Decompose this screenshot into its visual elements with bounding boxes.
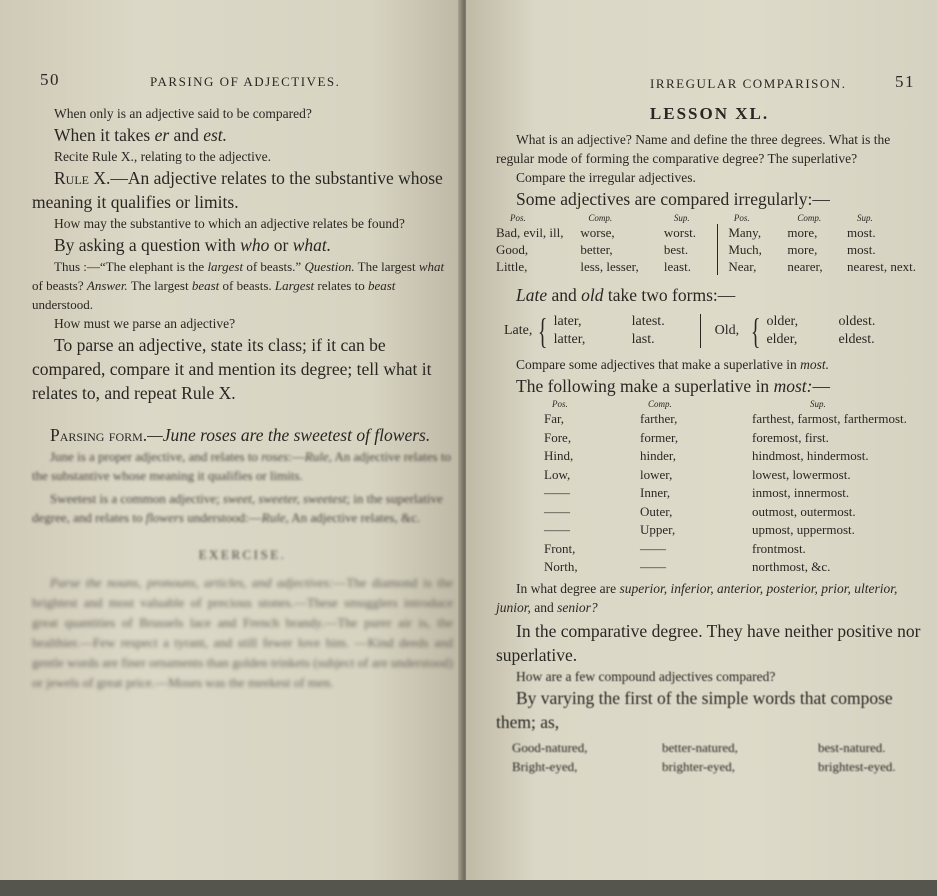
most-cell: Upper,	[640, 522, 676, 537]
irregular-cell: better,	[580, 242, 613, 257]
compound-cell: brightest-eyed.	[818, 758, 896, 774]
left-page	[0, 0, 463, 880]
most-row	[544, 558, 907, 577]
most-cell: ——	[640, 559, 666, 574]
late-superlatives: latest. last.	[631, 314, 665, 347]
most-cell: Front,	[544, 540, 576, 556]
lesson-title: LESSON XL.	[649, 104, 770, 123]
most-row	[544, 521, 907, 540]
most-cell: Low,	[544, 466, 571, 482]
most-cell: ——	[544, 485, 570, 500]
most-cell: northmost, &c.	[752, 559, 831, 574]
most-cell: hindmost, hindermost.	[752, 448, 869, 463]
answer-4: To parse an adjective, state its class; if it can be compared, compare it and mention its degree; tell what it relates to, and repeat Rule X.	[32, 335, 432, 403]
irregular-row	[496, 241, 916, 258]
superlative-most-table	[544, 398, 907, 577]
right-running-head	[496, 72, 923, 98]
right-running-title: IRREGULAR COMPARISON.	[650, 76, 847, 91]
old-comparatives: older, elder,	[766, 314, 799, 347]
answer-5-right: By varying the first of the simple words that compose them; as,	[496, 687, 893, 732]
parsing-label: Parsing form.	[50, 425, 148, 445]
irregular-header: Sup.	[673, 213, 690, 223]
sweetest-explanation: Sweetest is a common adjective; sweet, sweeter, sweetest; in the superlative degree, and relates to flowers understood:—Rule, An adjective relates, &c.	[32, 491, 443, 525]
brace-icon: {	[538, 311, 548, 351]
irregular-cell: most.	[847, 225, 876, 240]
left-running-head	[32, 70, 453, 96]
compound-cell: Good-natured,	[512, 739, 588, 755]
most-cell: lower,	[640, 466, 673, 482]
irregular-cell: Much,	[718, 241, 788, 258]
left-page-number: 50	[40, 70, 60, 89]
most-cell: inmost, innermost.	[752, 485, 850, 500]
parsing-form: Parsing form.—June roses are the sweetest of flowers.	[50, 425, 431, 445]
answer-4-right: In the comparative degree. They have neither positive nor superlative.	[496, 620, 921, 665]
old-label: Old,	[714, 323, 740, 338]
most-cell: outmost, outermost.	[752, 503, 856, 519]
most-cell: Far,	[544, 411, 565, 426]
late-old-intro: Late and old take two forms:—	[516, 285, 736, 305]
irregular-row	[496, 224, 916, 241]
irregular-cell: more,	[787, 242, 818, 257]
most-cell: Outer,	[640, 503, 673, 519]
most-row	[544, 410, 907, 429]
june-explanation: June is a proper adjective, and relates to roses:—Rule, An adjective relates to the substantive whose meaning it qualifies or limits.	[32, 449, 451, 483]
compound-row	[512, 757, 896, 776]
compound-cell: best-natured.	[818, 739, 886, 755]
irregular-header: Comp.	[797, 213, 822, 223]
right-page	[466, 0, 937, 880]
most-row	[544, 466, 907, 485]
irregular-cell: nearest, next.	[847, 259, 916, 274]
question-1: When only is an adjective said to be compared?	[54, 106, 312, 121]
blurred-region-parsing	[32, 447, 453, 527]
irregular-cell: Little,	[496, 259, 528, 274]
most-header: Pos.	[552, 399, 568, 409]
question-2: Recite Rule X., relating to the adjective.	[54, 149, 272, 164]
exercise-text: Parse the nouns, pronouns, articles, and adjectives:—The diamond is the brightest and most valuable of precious stones.—These smugglers introduce great quantities of Brussels lace and French brandy.—The purer air is, the healthier.—Few respect a tyrant, and still fewer love him. —Kind deeds and gentle words are finer ornaments than golden trinkets (subject of are understood) or jewels of great price.—Moses was the meekest of men.	[32, 575, 453, 690]
late-comparatives: later, latter,	[553, 314, 586, 347]
irregular-header: Comp.	[588, 213, 613, 223]
irregular-cell: most.	[847, 242, 876, 257]
most-cell: foremost, first.	[752, 429, 829, 445]
irregular-cell: Bad, evil, ill,	[496, 225, 564, 240]
question-3-right: Compare some adjectives that make a superlative in most.	[516, 357, 830, 372]
rule-label: Rule X.	[54, 168, 111, 188]
most-cell: ——	[544, 503, 570, 519]
question-2-right: Compare the irregular adjectives.	[516, 170, 696, 185]
most-cell: farther,	[640, 411, 678, 426]
most-row	[544, 484, 907, 503]
irregular-cell: worst.	[663, 225, 697, 240]
answer-3: By asking a question with who or what.	[54, 235, 332, 255]
answer-2-right: Some adjectives are compared irregularly:—	[516, 189, 830, 209]
irregular-cell: worse,	[580, 225, 615, 240]
compound-row	[512, 738, 896, 757]
question-4-right: In what degree are superior, inferior, anterior, posterior, prior, ulterior, junior, and senior?	[496, 580, 898, 615]
most-row	[544, 540, 907, 559]
left-running-title: PARSING OF ADJECTIVES.	[150, 74, 341, 89]
irregular-header: Pos.	[510, 213, 526, 223]
irregular-row	[496, 258, 916, 275]
irregular-cell: best.	[663, 242, 689, 257]
irregular-cell: more,	[787, 225, 818, 240]
rule-x: Rule X.—An adjective relates to the substantive whose meaning it qualifies or limits.	[32, 168, 443, 212]
irregular-cell: Good,	[496, 242, 529, 257]
compound-cell: better-natured,	[662, 739, 738, 755]
compound-cell: brighter-eyed,	[662, 758, 736, 774]
answer-1: When it takes er and est.	[54, 125, 228, 145]
most-row	[544, 429, 907, 448]
most-cell: Inner,	[640, 485, 671, 500]
irregular-comparison-table	[496, 213, 916, 275]
question-1-right: What is an adjective? Name and define the three degrees. What is the regular mode of forming the comparative degree? The superlative?	[496, 132, 891, 166]
most-header: Comp.	[648, 399, 672, 409]
most-cell: Fore,	[544, 429, 572, 445]
compound-cell: Bright-eyed,	[512, 758, 578, 774]
most-row	[544, 503, 907, 522]
most-cell: farthest, farmost, farthermost.	[752, 411, 907, 426]
most-cell: North,	[544, 559, 578, 574]
most-cell: upmost, uppermost.	[752, 522, 855, 537]
irregular-header: Pos.	[733, 213, 750, 223]
brace-icon: {	[751, 311, 761, 351]
irregular-cell: Many,	[718, 224, 788, 241]
compound-adjectives-table	[512, 738, 896, 776]
question-5-right: How are a few compound adjectives compared?	[516, 668, 776, 684]
most-cell: Hind,	[544, 448, 574, 463]
irregular-cell: least.	[663, 259, 691, 274]
most-cell: frontmost.	[752, 540, 806, 556]
divider-line	[700, 314, 701, 348]
most-cell: hinder,	[640, 448, 676, 463]
irregular-cell: nearer,	[787, 259, 823, 274]
thus-example: Thus :—“The elephant is the largest of beasts.” Question. The largest what of beasts? Answer. The largest beast of beasts. Largest relates to beast understood.	[32, 259, 445, 312]
answer-3-right: The following make a superlative in most:—	[516, 376, 830, 396]
most-cell: ——	[544, 522, 570, 537]
late-old-forms	[504, 313, 923, 349]
most-cell: lowest, lowermost.	[752, 466, 851, 482]
most-header: Sup.	[810, 399, 826, 409]
late-label: Late,	[504, 323, 533, 338]
most-row	[544, 447, 907, 466]
question-4: How must we parse an adjective?	[54, 316, 236, 331]
exercise-heading: EXERCISE.	[198, 547, 287, 562]
irregular-cell: Near,	[718, 258, 788, 275]
question-3: How may the substantive to which an adjective relates be found?	[54, 216, 405, 231]
irregular-header: Sup.	[857, 213, 873, 223]
most-cell: former,	[640, 429, 679, 445]
irregular-cell: less, lesser,	[580, 259, 639, 274]
most-cell: ——	[640, 540, 666, 556]
old-superlatives: oldest. eldest.	[838, 314, 876, 347]
right-page-number: 51	[895, 72, 915, 91]
